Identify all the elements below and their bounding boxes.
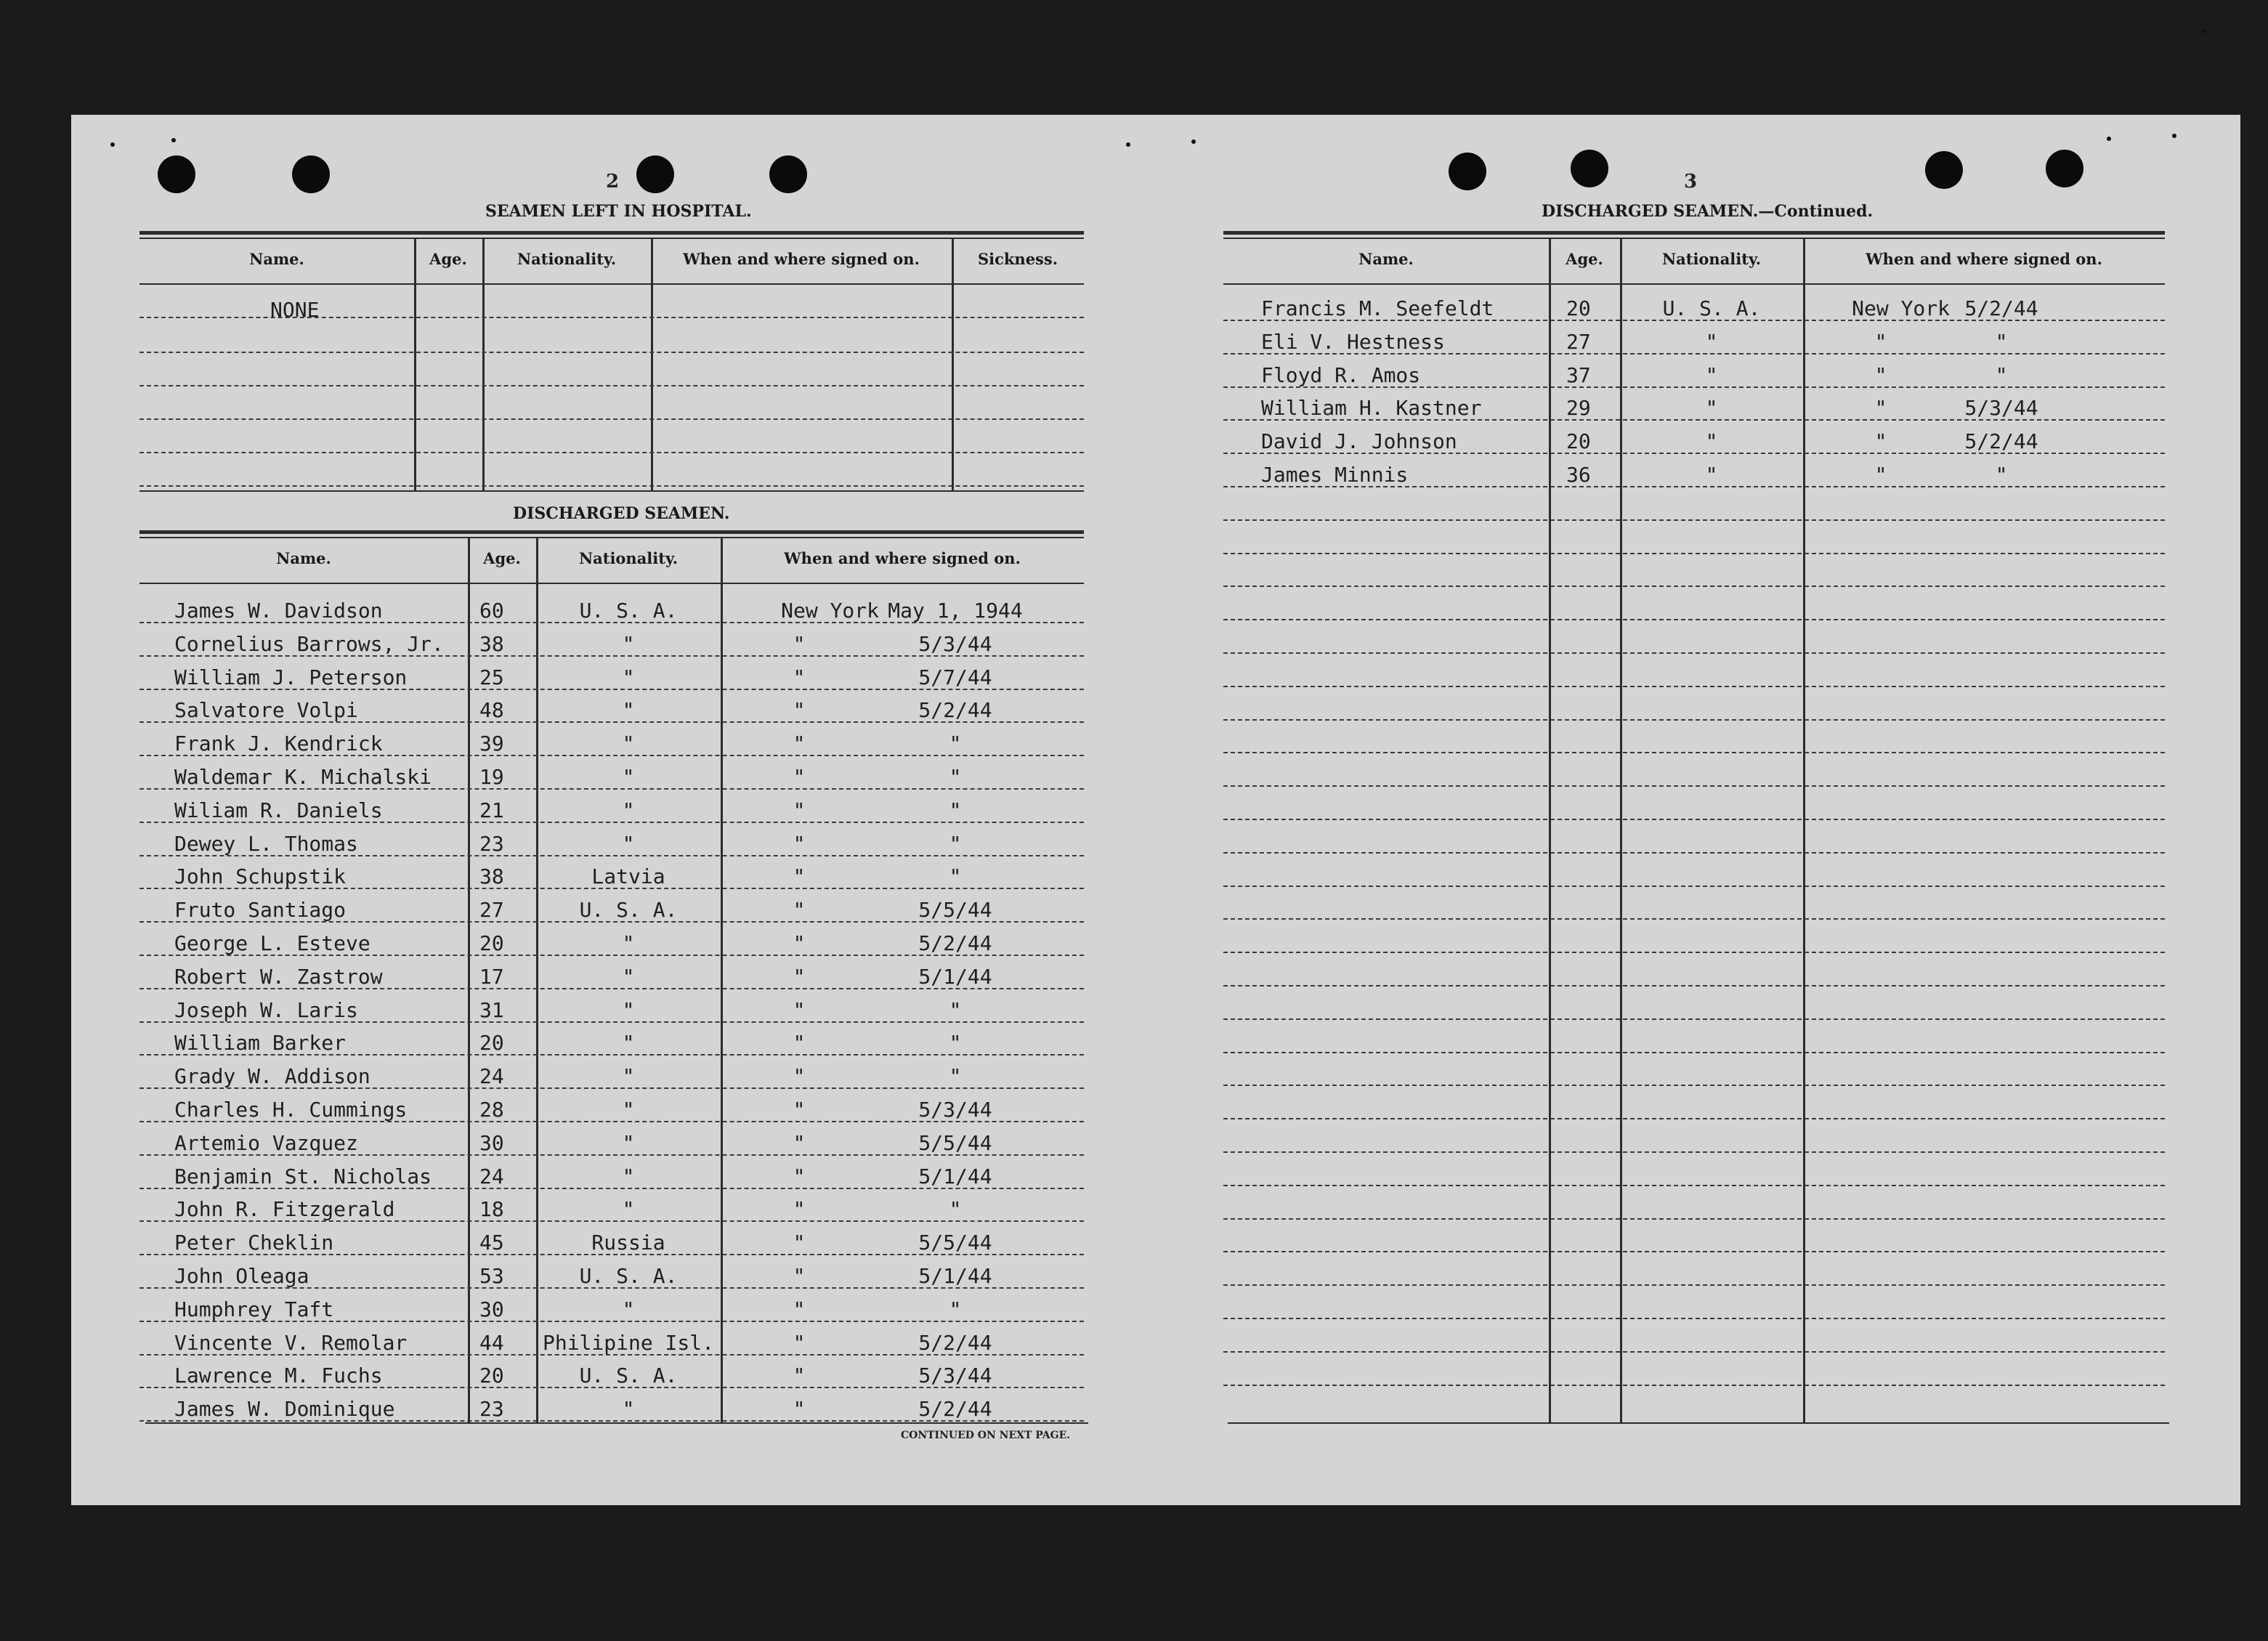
column-header: Name.: [276, 549, 331, 567]
seaman-name: Frank J. Kendrick: [174, 732, 383, 756]
seaman-nationality: ": [622, 1197, 635, 1222]
ruled-line: [1223, 1185, 2165, 1186]
ruled-line: [1223, 1151, 2165, 1153]
seaman-name: Salvatore Volpi: [174, 698, 358, 723]
seaman-nationality: ": [622, 765, 635, 789]
seaman-name: Peter Cheklin: [174, 1231, 334, 1255]
column-divider: [414, 238, 416, 492]
seaman-nationality: ": [622, 1164, 635, 1188]
ruled-line: [1223, 819, 2165, 820]
seaman-nationality: ": [622, 831, 635, 856]
seaman-name: John R. Fitzgerald: [174, 1197, 395, 1222]
seaman-name: George L. Esteve: [174, 931, 370, 955]
signed-on-place: ": [793, 997, 806, 1022]
seaman-age: 44: [479, 1330, 504, 1355]
seaman-name: Wiliam R. Daniels: [174, 798, 383, 822]
signed-on-place: ": [1874, 362, 1887, 387]
speck: [2107, 137, 2111, 141]
ruled-line: [1223, 918, 2165, 920]
signed-on-place: ": [793, 1130, 806, 1155]
rule: [139, 583, 1084, 584]
seaman-nationality: ": [622, 1297, 635, 1321]
signed-on-date: 5/2/44: [918, 698, 992, 723]
signed-on-date: ": [949, 997, 962, 1022]
column-header: Name.: [1358, 250, 1414, 268]
seaman-name: Dewey L. Thomas: [174, 831, 358, 856]
continued-note: CONTINUED ON NEXT PAGE.: [901, 1430, 1071, 1441]
rule: [145, 1422, 1088, 1424]
seaman-name: Grady W. Addison: [174, 1064, 370, 1089]
punch-hole-icon: [1449, 153, 1486, 190]
column-divider: [1549, 238, 1551, 1423]
ruled-line: [1223, 1085, 2165, 1086]
seaman-age: 39: [479, 732, 504, 756]
signed-on-place: ": [793, 698, 806, 723]
seaman-name: Robert W. Zastrow: [174, 964, 383, 989]
column-header: Age.: [429, 250, 467, 268]
signed-on-place: ": [793, 1197, 806, 1222]
column-divider: [1803, 238, 1805, 1423]
rule: [139, 530, 1084, 534]
seaman-name: Benjamin St. Nicholas: [174, 1164, 432, 1188]
seaman-age: 21: [479, 798, 504, 822]
seaman-age: 24: [479, 1064, 504, 1089]
section-title: SEAMEN LEFT IN HOSPITAL.: [485, 202, 752, 221]
column-divider: [651, 238, 653, 492]
none-entry: NONE: [270, 298, 320, 322]
signed-on-place: ": [793, 931, 806, 955]
column-divider: [468, 537, 470, 1423]
rule: [1223, 238, 2165, 239]
seaman-nationality: ": [622, 997, 635, 1022]
ruled-line: [1223, 1052, 2165, 1053]
signed-on-place: ": [793, 964, 806, 989]
seaman-age: 45: [479, 1231, 504, 1255]
ruled-line: [1223, 952, 2165, 953]
ruled-line: [1223, 1118, 2165, 1119]
seaman-name: Humphrey Taft: [174, 1297, 334, 1321]
column-header: When and where signed on.: [683, 250, 920, 268]
seaman-nationality: ": [622, 1130, 635, 1155]
rule: [1228, 1422, 2169, 1424]
page-number: 3: [1684, 171, 1698, 193]
seaman-age: 23: [479, 1397, 504, 1422]
seaman-name: William H. Kastner: [1261, 396, 1482, 421]
signed-on-date: 5/2/44: [918, 1330, 992, 1355]
seaman-nationality: U. S. A.: [579, 898, 678, 923]
column-header: When and where signed on.: [1866, 250, 2102, 268]
seaman-nationality: ": [622, 1064, 635, 1089]
ruled-line: [1223, 686, 2165, 687]
signed-on-place: New York: [781, 599, 879, 623]
seaman-nationality: ": [622, 665, 635, 689]
seaman-name: Floyd R. Amos: [1261, 362, 1421, 387]
rule: [139, 238, 1084, 239]
signed-on-date: 5/5/44: [918, 1130, 992, 1155]
signed-on-date: 5/3/44: [918, 1098, 992, 1122]
ruled-line: [139, 418, 1084, 420]
seaman-age: 28: [479, 1098, 504, 1122]
seaman-name: James Minnis: [1261, 463, 1409, 487]
signed-on-place: ": [793, 665, 806, 689]
ruled-line: [1223, 1385, 2165, 1386]
signed-on-date: 5/3/44: [1964, 396, 2038, 421]
ruled-line: [1223, 1018, 2165, 1020]
speck: [1126, 142, 1130, 147]
seaman-nationality: ": [622, 931, 635, 955]
seaman-age: 27: [479, 898, 504, 923]
seaman-age: 36: [1566, 463, 1591, 487]
seaman-name: David J. Johnson: [1261, 429, 1457, 454]
signed-on-place: New York: [1852, 296, 1950, 320]
seaman-age: 31: [479, 997, 504, 1022]
punch-hole-icon: [636, 155, 674, 193]
seaman-age: 20: [1566, 296, 1591, 320]
signed-on-place: ": [793, 732, 806, 756]
ruled-line: [1223, 719, 2165, 721]
seaman-nationality: ": [1705, 329, 1718, 354]
seaman-nationality: ": [622, 631, 635, 656]
signed-on-place: ": [1874, 329, 1887, 354]
signed-on-date: 5/1/44: [918, 1264, 992, 1288]
seaman-age: 38: [479, 864, 504, 889]
seaman-name: Joseph W. Laris: [174, 997, 358, 1022]
ruled-line: [139, 452, 1084, 453]
speck: [110, 142, 115, 147]
ruled-line: [1223, 586, 2165, 587]
seaman-age: 37: [1566, 362, 1591, 387]
column-header: Nationality.: [517, 250, 617, 268]
signed-on-place: ": [793, 1264, 806, 1288]
seaman-name: Charles H. Cummings: [174, 1098, 408, 1122]
ruled-line: [1223, 752, 2165, 753]
seaman-nationality: U. S. A.: [1662, 296, 1761, 320]
seaman-age: 60: [479, 599, 504, 623]
signed-on-date: ": [949, 1031, 962, 1055]
column-header: Sickness.: [977, 250, 1058, 268]
section-title: DISCHARGED SEAMEN.: [513, 504, 730, 523]
signed-on-place: ": [793, 765, 806, 789]
column-header: When and where signed on.: [784, 549, 1021, 567]
seaman-name: Artemio Vazquez: [174, 1130, 358, 1155]
ruled-line: [139, 385, 1084, 386]
signed-on-place: ": [793, 831, 806, 856]
seaman-name: Lawrence M. Fuchs: [174, 1364, 383, 1388]
signed-on-date: ": [949, 1064, 962, 1089]
ruled-line: [139, 485, 1084, 487]
ruled-line: [1223, 886, 2165, 887]
signed-on-date: ": [949, 732, 962, 756]
seaman-nationality: U. S. A.: [579, 1264, 678, 1288]
column-header: Nationality.: [578, 549, 679, 567]
signed-on-place: ": [1874, 463, 1887, 487]
signed-on-place: ": [793, 1330, 806, 1355]
seaman-nationality: ": [1705, 396, 1718, 421]
signed-on-place: ": [1874, 396, 1887, 421]
signed-on-date: ": [949, 831, 962, 856]
ruled-line: [1223, 852, 2165, 854]
seaman-age: 29: [1566, 396, 1591, 421]
speck: [2201, 29, 2206, 33]
column-header: Nationality.: [1661, 250, 1762, 268]
seaman-nationality: ": [622, 1098, 635, 1122]
rule: [1223, 231, 2165, 235]
seaman-nationality: ": [622, 1031, 635, 1055]
signed-on-date: May 1, 1944: [888, 599, 1023, 623]
seaman-name: John Oleaga: [174, 1264, 309, 1288]
signed-on-date: 5/1/44: [918, 1164, 992, 1188]
speck: [2172, 134, 2176, 138]
column-divider: [952, 238, 954, 492]
seaman-age: 48: [479, 698, 504, 723]
seaman-name: Cornelius Barrows, Jr.: [174, 631, 444, 656]
seaman-name: Waldemar K. Michalski: [174, 765, 432, 789]
signed-on-date: 5/2/44: [918, 1397, 992, 1422]
speck: [171, 138, 176, 142]
signed-on-date: 5/2/44: [1964, 296, 2038, 320]
column-header: Age.: [483, 549, 521, 567]
seaman-name: William J. Peterson: [174, 665, 408, 689]
rule: [139, 283, 1084, 285]
column-divider: [482, 238, 485, 492]
seaman-age: 20: [1566, 429, 1591, 454]
signed-on-place: ": [793, 864, 806, 889]
ruled-line: [1223, 1351, 2165, 1353]
signed-on-place: ": [793, 631, 806, 656]
ruled-line: [1223, 652, 2165, 654]
seaman-nationality: ": [622, 732, 635, 756]
ruled-line: [1223, 1318, 2165, 1319]
seaman-nationality: Philipine Isl.: [542, 1330, 714, 1355]
speck: [1191, 139, 1196, 144]
seaman-name: James W. Dominique: [174, 1397, 395, 1422]
seaman-name: Francis M. Seefeldt: [1261, 296, 1494, 320]
signed-on-place: ": [793, 1297, 806, 1321]
signed-on-place: ": [793, 898, 806, 923]
signed-on-place: ": [793, 1064, 806, 1089]
column-header: Name.: [249, 250, 304, 268]
punch-hole-icon: [769, 155, 807, 193]
seaman-age: 38: [479, 631, 504, 656]
signed-on-date: 5/2/44: [918, 931, 992, 955]
seaman-name: James W. Davidson: [174, 599, 383, 623]
signed-on-date: ": [1995, 329, 2008, 354]
signed-on-date: 5/1/44: [918, 964, 992, 989]
seaman-nationality: ": [1705, 362, 1718, 387]
signed-on-date: 5/7/44: [918, 665, 992, 689]
seaman-nationality: U. S. A.: [579, 1364, 678, 1388]
seaman-nationality: ": [622, 1397, 635, 1422]
signed-on-date: 5/3/44: [918, 1364, 992, 1388]
signed-on-date: ": [1995, 463, 2008, 487]
seaman-age: 25: [479, 665, 504, 689]
punch-hole-icon: [1925, 151, 1963, 189]
seaman-age: 19: [479, 765, 504, 789]
ruled-line: [1223, 619, 2165, 620]
seaman-age: 24: [479, 1164, 504, 1188]
signed-on-place: ": [793, 1364, 806, 1388]
signed-on-date: ": [949, 1297, 962, 1321]
signed-on-place: ": [1874, 429, 1887, 454]
signed-on-date: ": [1995, 362, 2008, 387]
ruled-line: [1223, 1251, 2165, 1252]
signed-on-place: ": [793, 798, 806, 822]
signed-on-date: 5/5/44: [918, 1231, 992, 1255]
signed-on-date: ": [949, 798, 962, 822]
signed-on-place: ": [793, 1164, 806, 1188]
rule: [139, 537, 1084, 538]
seaman-age: 30: [479, 1130, 504, 1155]
punch-hole-icon: [2046, 150, 2083, 187]
signed-on-place: ": [793, 1031, 806, 1055]
seaman-nationality: ": [622, 698, 635, 723]
signed-on-date: ": [949, 1197, 962, 1222]
column-divider: [721, 537, 723, 1423]
ruled-line: [1223, 1218, 2165, 1220]
seaman-nationality: Russia: [591, 1231, 665, 1255]
signed-on-place: ": [793, 1098, 806, 1122]
ruled-line: [1223, 1284, 2165, 1286]
seaman-nationality: Latvia: [591, 864, 665, 889]
seaman-age: 20: [479, 931, 504, 955]
seaman-name: Eli V. Hestness: [1261, 329, 1445, 354]
signed-on-place: ": [793, 1397, 806, 1422]
punch-hole-icon: [158, 155, 195, 193]
punch-hole-icon: [292, 155, 330, 193]
signed-on-date: 5/3/44: [918, 631, 992, 656]
seaman-nationality: ": [1705, 463, 1718, 487]
seaman-nationality: ": [1705, 429, 1718, 454]
seaman-nationality: ": [622, 798, 635, 822]
seaman-name: William Barker: [174, 1031, 347, 1055]
rule: [139, 231, 1084, 235]
ruled-line: [1223, 553, 2165, 554]
seaman-age: 17: [479, 964, 504, 989]
seaman-age: 23: [479, 831, 504, 856]
seaman-name: Vincente V. Remolar: [174, 1330, 408, 1355]
rule: [1223, 283, 2165, 285]
seaman-age: 20: [479, 1031, 504, 1055]
seaman-age: 53: [479, 1264, 504, 1288]
ruled-line: [1223, 785, 2165, 787]
column-header: Age.: [1566, 250, 1603, 268]
section-title: DISCHARGED SEAMEN.—Continued.: [1542, 202, 1874, 221]
ruled-line: [1223, 519, 2165, 521]
seaman-nationality: ": [622, 964, 635, 989]
seaman-age: 27: [1566, 329, 1591, 354]
signed-on-date: 5/2/44: [1964, 429, 2038, 454]
signed-on-place: ": [793, 1231, 806, 1255]
ruled-line: [1223, 985, 2165, 986]
signed-on-date: ": [949, 765, 962, 789]
punch-hole-icon: [1571, 150, 1608, 187]
rule: [139, 490, 1084, 492]
seaman-age: 20: [479, 1364, 504, 1388]
seaman-name: John Schupstik: [174, 864, 347, 889]
seaman-nationality: U. S. A.: [579, 599, 678, 623]
signed-on-date: ": [949, 864, 962, 889]
ruled-line: [139, 352, 1084, 353]
seaman-age: 30: [479, 1297, 504, 1321]
seaman-name: Fruto Santiago: [174, 898, 347, 923]
signed-on-date: 5/5/44: [918, 898, 992, 923]
page-number: 2: [606, 171, 620, 193]
seaman-age: 18: [479, 1197, 504, 1222]
